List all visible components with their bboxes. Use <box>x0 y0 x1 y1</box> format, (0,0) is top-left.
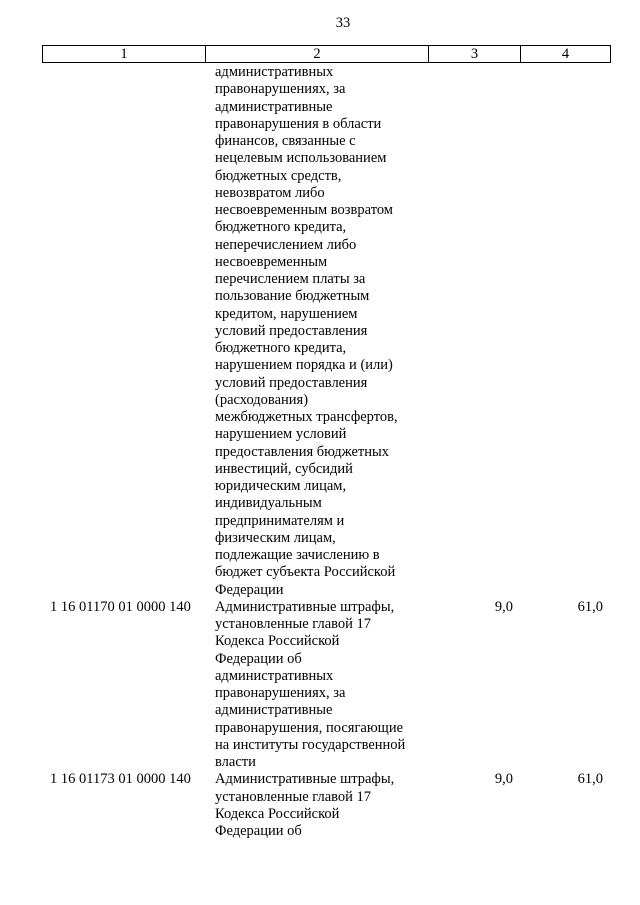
description-line: предпринимателям и <box>215 512 345 529</box>
value-col-3: 9,0 <box>494 771 513 788</box>
table-body <box>42 64 610 840</box>
description-line: административных <box>215 667 334 684</box>
description-line: подлежащие зачислению в <box>215 547 380 563</box>
revenue-code: 1 16 01170 01 0000 140 <box>50 598 191 615</box>
description-line: нецелевым использованием <box>215 150 387 167</box>
description-line: Федерации об <box>215 823 302 839</box>
description-line: (расходования) <box>215 391 309 408</box>
description-line: установленные главой 17 <box>215 788 372 805</box>
header-col-1: 1 <box>43 46 206 63</box>
header-col-4: 4 <box>521 46 611 63</box>
description-line: правонарушения в области <box>215 115 382 132</box>
description-line: на институты государственной <box>215 736 406 753</box>
description-line: бюджетного кредита, <box>215 219 347 236</box>
description-line: несвоевременным <box>215 253 328 270</box>
description-line: административные <box>215 702 333 719</box>
description-line: административных <box>215 64 334 80</box>
description-line: Федерации об <box>215 650 302 667</box>
description-line: Административные штрафы, <box>215 771 395 788</box>
description-line: бюджетных средств, <box>215 167 342 184</box>
table-row <box>42 771 610 840</box>
description-line: финансов, связанные с <box>215 133 356 149</box>
description <box>215 599 610 772</box>
description-line: межбюджетных трансфертов, <box>215 409 398 425</box>
table-row <box>42 64 610 599</box>
description-line: Административные штрафы, <box>215 598 395 615</box>
description-line: предоставления бюджетных <box>215 443 389 460</box>
value-col-3: 9,0 <box>494 598 513 615</box>
description-line: власти <box>215 754 256 770</box>
description-line: установленные главой 17 <box>215 616 372 632</box>
description <box>215 64 610 599</box>
description-line: перечислением платы за <box>215 271 366 287</box>
description-line: индивидуальным <box>215 495 322 512</box>
description-line: инвестиций, субсидий <box>215 460 353 477</box>
description-line: правонарушениях, за <box>215 81 346 98</box>
description-line: физическим лицам, <box>215 529 336 546</box>
description-line: Кодекса Российской <box>215 805 340 822</box>
description-line: правонарушения, посягающие <box>215 719 404 736</box>
description-line: невозвратом либо <box>215 184 325 201</box>
description-line: нарушением условий <box>215 426 347 443</box>
description-line: нарушением порядка и (или) <box>215 357 393 374</box>
description-line: кредитом, нарушением <box>215 305 358 322</box>
page-number: 33 <box>335 15 351 31</box>
description-line: условий предоставления <box>215 322 368 339</box>
description-line: юридическим лицам, <box>215 478 347 494</box>
description-line: Федерации <box>215 581 284 598</box>
value-col-4: 61,0 <box>577 598 603 615</box>
description-line: Кодекса Российской <box>215 633 340 650</box>
table-header <box>42 45 611 63</box>
value-col-4: 61,0 <box>577 771 603 788</box>
description-line: бюджет субъекта Российской <box>215 564 396 581</box>
header-col-3: 3 <box>429 46 521 63</box>
header-col-2: 2 <box>206 46 429 63</box>
description-line: несвоевременным возвратом <box>215 202 393 218</box>
description-line: административные <box>215 98 333 115</box>
revenue-code: 1 16 01173 01 0000 140 <box>50 771 191 788</box>
description-line: условий предоставления <box>215 374 368 391</box>
description-line: бюджетного кредита, <box>215 340 347 356</box>
description-line: правонарушениях, за <box>215 685 346 701</box>
description-line: пользование бюджетным <box>215 288 370 305</box>
table-row <box>42 599 610 772</box>
description-line: неперечислением либо <box>215 236 357 253</box>
